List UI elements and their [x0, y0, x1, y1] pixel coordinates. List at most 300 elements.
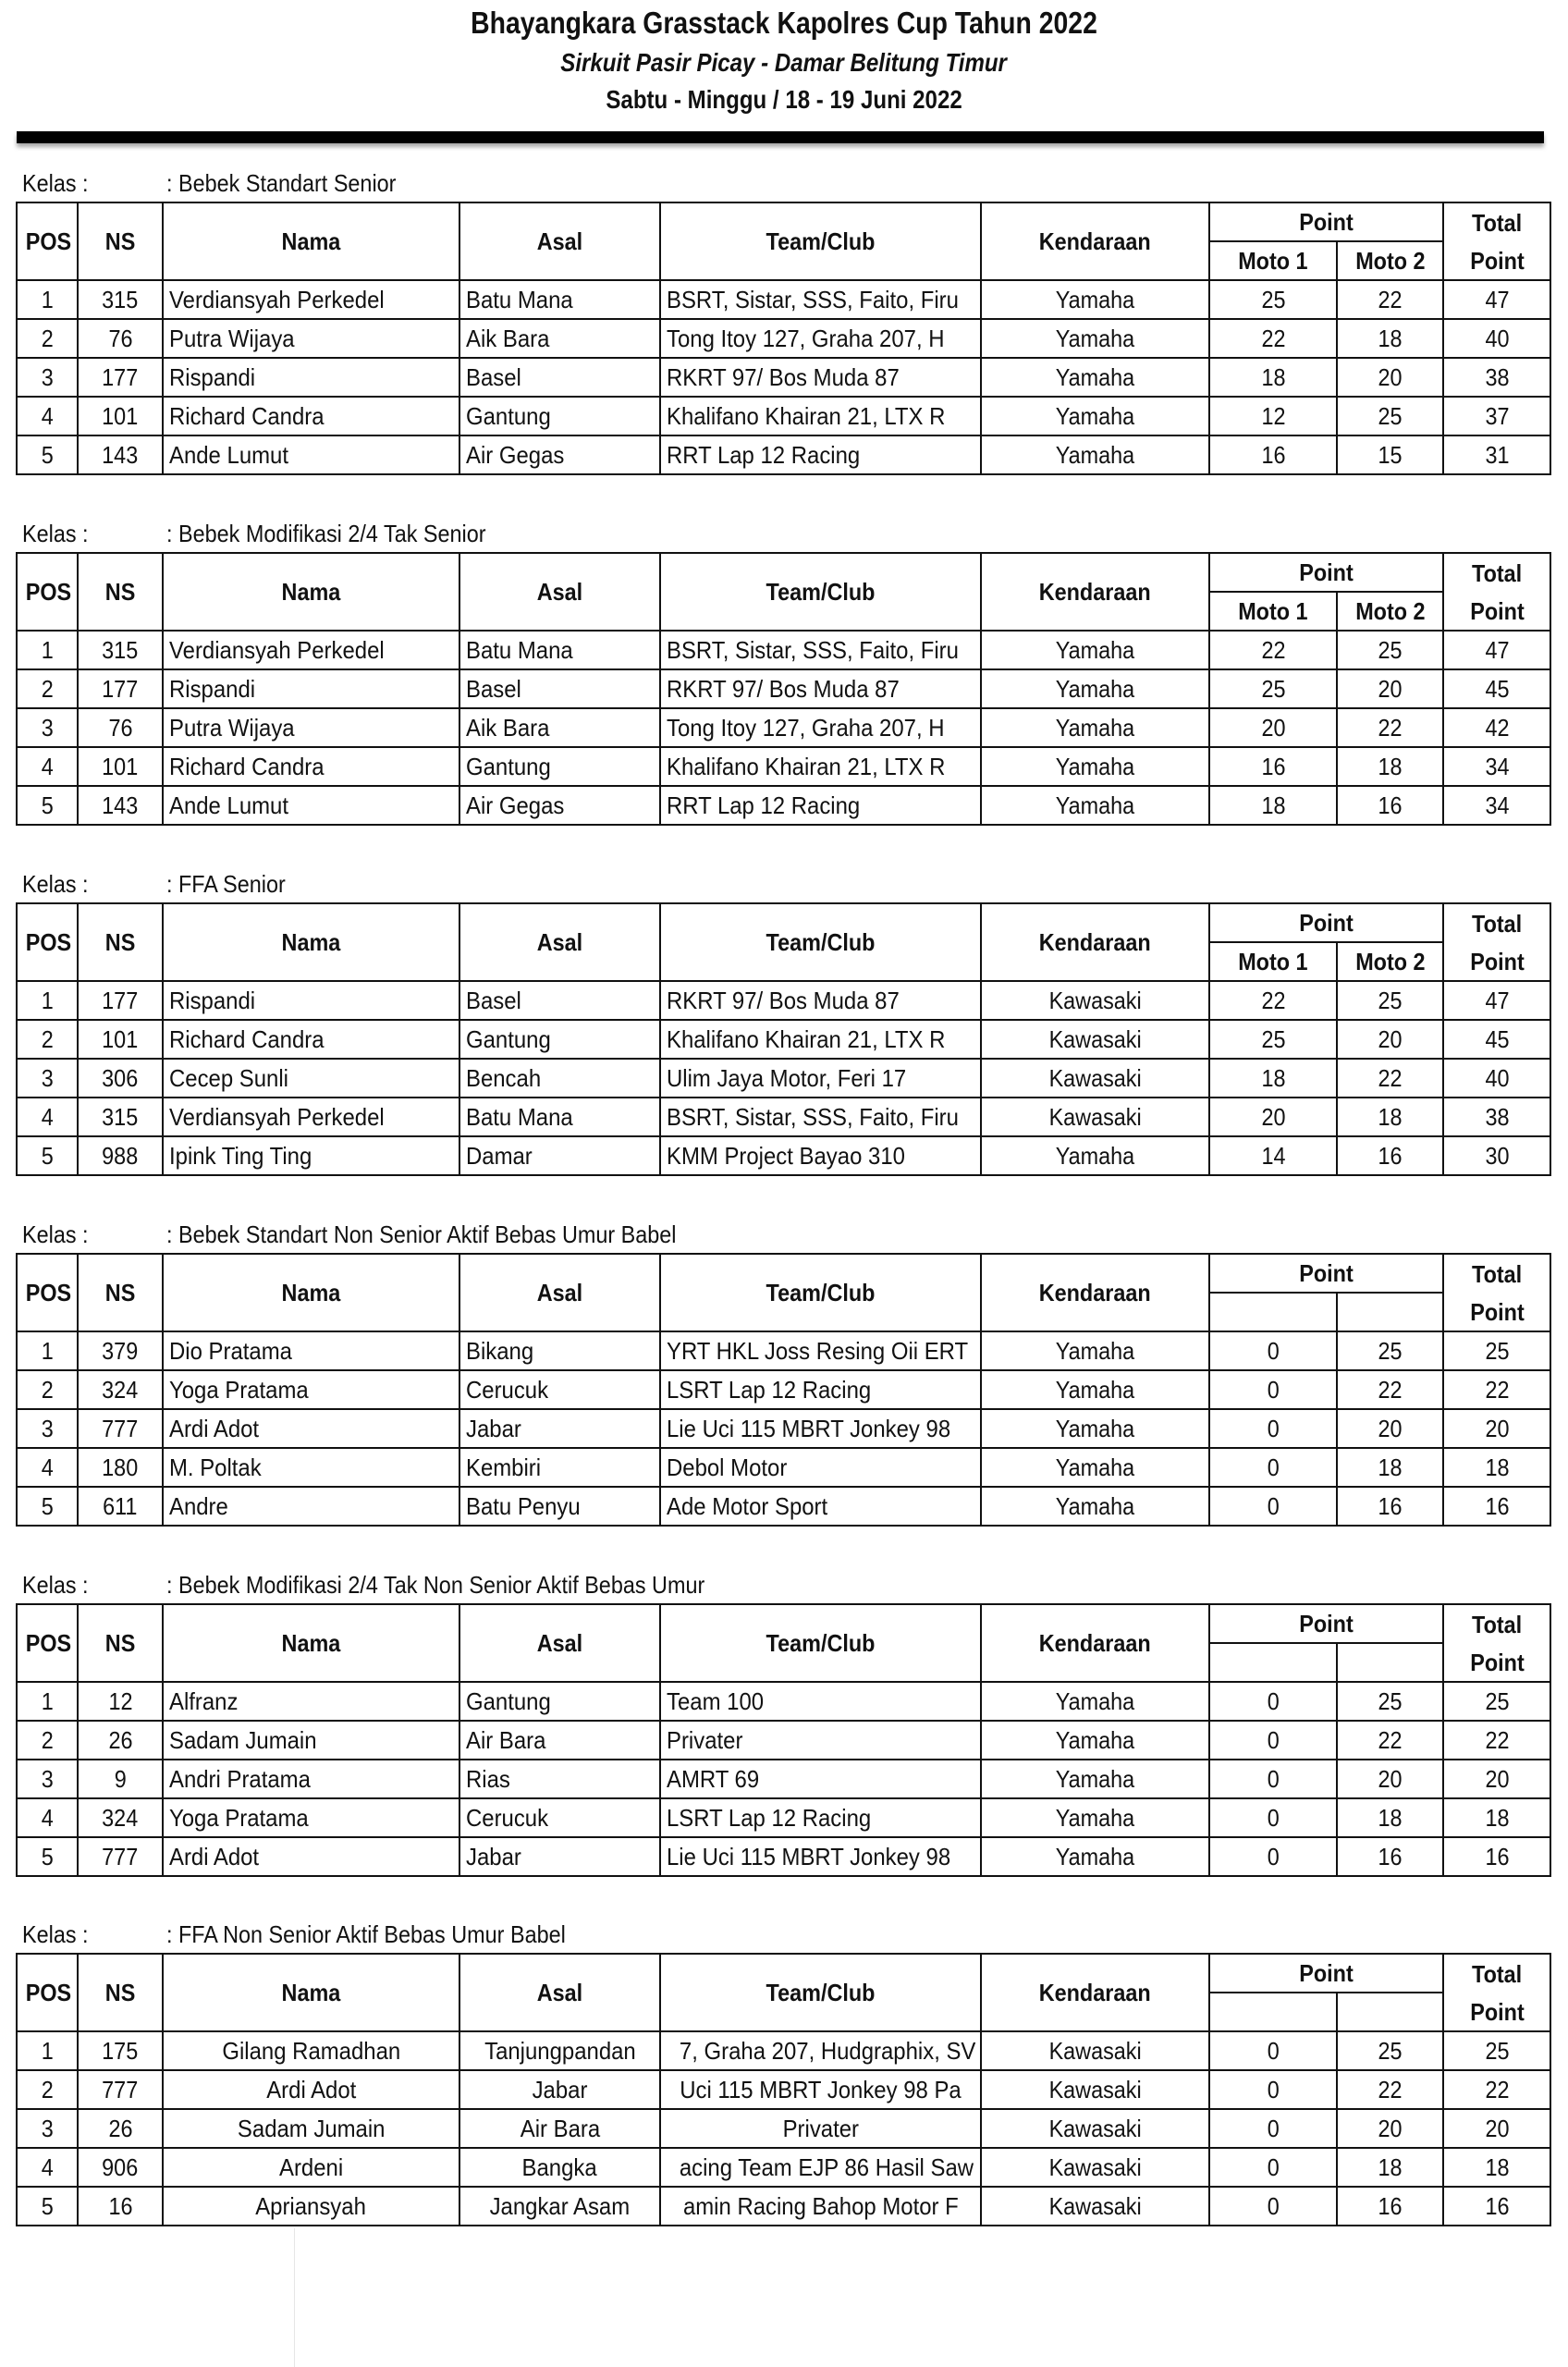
venue-subtitle: Sirkuit Pasir Picay - Damar Belitung Timur — [560, 48, 1008, 77]
col-total-header-bottom: Point — [1443, 241, 1550, 280]
cell-ns: 180 — [78, 1448, 163, 1487]
cell-pos: 5 — [17, 786, 78, 825]
kelas-label: Kelas : — [22, 169, 89, 197]
cell-moto1: 22 — [1209, 981, 1337, 1020]
cell-moto1: 22 — [1209, 631, 1337, 669]
cell-pos: 4 — [17, 747, 78, 786]
cell-asal: Bencah — [459, 1059, 660, 1098]
col-ns-header: NS — [78, 1254, 163, 1331]
cell-asal: Air Bara — [459, 1721, 660, 1760]
table-row — [17, 1682, 1550, 1721]
cell-team: RKRT 97/ Bos Muda 87 — [660, 981, 981, 1020]
cell-nama: Ardi Adot — [163, 1837, 459, 1876]
cell-total: 42 — [1443, 708, 1550, 747]
event-date: Sabtu - Minggu / 18 - 19 Juni 2022 — [606, 85, 962, 114]
col-moto2-header: Moto 2 — [1337, 942, 1443, 981]
cell-kendaraan: Yamaha — [981, 435, 1209, 474]
cell-nama: Rispandi — [163, 669, 459, 708]
col-ns-header: NS — [78, 903, 163, 981]
cell-ns: 76 — [78, 319, 163, 358]
cell-team: LSRT Lap 12 Racing — [660, 1370, 981, 1409]
cell-asal: Gantung — [459, 397, 660, 435]
cell-total: 18 — [1443, 2148, 1550, 2187]
cell-moto2: 25 — [1337, 2031, 1443, 2070]
col-total-header-top: Total — [1443, 1604, 1550, 1643]
cell-pos: 2 — [17, 1721, 78, 1760]
cell-pos: 4 — [17, 2148, 78, 2187]
cell-team: Team 100 — [660, 1682, 981, 1721]
cell-team: amin Racing Bahop Motor F — [660, 2187, 981, 2226]
cell-pos: 1 — [17, 1331, 78, 1370]
results-table — [16, 552, 1551, 826]
col-ns-header: NS — [78, 1954, 163, 2031]
cell-pos: 1 — [17, 280, 78, 319]
col-team-header: Team/Club — [660, 553, 981, 631]
cell-ns: 9 — [78, 1760, 163, 1798]
table-row — [17, 280, 1550, 319]
col-asal-header: Asal — [459, 202, 660, 280]
cell-asal: Damar — [459, 1136, 660, 1175]
cell-ns: 16 — [78, 2187, 163, 2226]
cell-ns: 988 — [78, 1136, 163, 1175]
cell-total: 22 — [1443, 2070, 1550, 2109]
table-row — [17, 786, 1550, 825]
cell-total: 22 — [1443, 1721, 1550, 1760]
cell-pos: 2 — [17, 1020, 78, 1059]
cell-team: RRT Lap 12 Racing — [660, 786, 981, 825]
col-kendaraan-header: Kendaraan — [981, 1954, 1209, 2031]
table-row — [17, 2187, 1550, 2226]
cell-moto2: 20 — [1337, 1760, 1443, 1798]
cell-total: 25 — [1443, 1682, 1550, 1721]
cell-moto2: 18 — [1337, 1798, 1443, 1837]
col-total-header-bottom: Point — [1443, 592, 1550, 631]
cell-moto2: 16 — [1337, 786, 1443, 825]
cell-kendaraan: Kawasaki — [981, 2187, 1209, 2226]
cell-total: 47 — [1443, 280, 1550, 319]
col-pos-header: POS — [17, 1954, 78, 2031]
cell-pos: 2 — [17, 2070, 78, 2109]
table-row — [17, 319, 1550, 358]
cell-nama: Rispandi — [163, 981, 459, 1020]
cell-moto2: 22 — [1337, 708, 1443, 747]
table-row — [17, 1721, 1550, 1760]
cell-nama: Putra Wijaya — [163, 708, 459, 747]
cell-team: BSRT, Sistar, SSS, Faito, Firu — [660, 1098, 981, 1136]
cell-moto1: 0 — [1209, 2148, 1337, 2187]
table-row — [17, 1760, 1550, 1798]
cell-moto1: 16 — [1209, 435, 1337, 474]
cell-moto1: 14 — [1209, 1136, 1337, 1175]
cell-total: 25 — [1443, 2031, 1550, 2070]
cell-kendaraan: Yamaha — [981, 786, 1209, 825]
col-point-header: Point — [1209, 202, 1443, 241]
col-moto1-header: Moto 1 — [1209, 592, 1337, 631]
cell-asal: Jabar — [459, 1837, 660, 1876]
cell-pos: 3 — [17, 1059, 78, 1098]
cell-moto1: 12 — [1209, 397, 1337, 435]
cell-moto2: 22 — [1337, 1721, 1443, 1760]
cell-kendaraan: Kawasaki — [981, 2148, 1209, 2187]
cell-asal: Jabar — [459, 1409, 660, 1448]
cell-ns: 143 — [78, 435, 163, 474]
table-row — [17, 1487, 1550, 1526]
col-asal-header: Asal — [459, 1954, 660, 2031]
cell-team: BSRT, Sistar, SSS, Faito, Firu — [660, 280, 981, 319]
col-ns-header: NS — [78, 202, 163, 280]
col-total-header-bottom: Point — [1443, 1993, 1550, 2031]
cell-pos: 3 — [17, 2109, 78, 2148]
table-row — [17, 1837, 1550, 1876]
cell-team: Debol Motor — [660, 1448, 981, 1487]
col-kendaraan-header: Kendaraan — [981, 1604, 1209, 1682]
cell-kendaraan: Yamaha — [981, 280, 1209, 319]
cell-ns: 177 — [78, 669, 163, 708]
cell-moto1: 16 — [1209, 747, 1337, 786]
cell-total: 38 — [1443, 1098, 1550, 1136]
cell-nama: Apriansyah — [163, 2187, 459, 2226]
table-row — [17, 1136, 1550, 1175]
cell-nama: Ande Lumut — [163, 786, 459, 825]
kelas-name: : FFA Senior — [166, 870, 286, 898]
results-section — [0, 517, 1568, 831]
col-asal-header: Asal — [459, 903, 660, 981]
col-total-header-top: Total — [1443, 202, 1550, 241]
col-asal-header: Asal — [459, 1604, 660, 1682]
cell-moto1: 25 — [1209, 669, 1337, 708]
cell-kendaraan: Yamaha — [981, 1798, 1209, 1837]
col-team-header: Team/Club — [660, 1604, 981, 1682]
results-table — [16, 1253, 1551, 1527]
col-point-header: Point — [1209, 1954, 1443, 1993]
cell-pos: 4 — [17, 1448, 78, 1487]
cell-total: 16 — [1443, 2187, 1550, 2226]
cell-pos: 4 — [17, 397, 78, 435]
cell-moto2: 16 — [1337, 1136, 1443, 1175]
cell-team: Khalifano Khairan 21, LTX R — [660, 397, 981, 435]
cell-pos: 3 — [17, 358, 78, 397]
col-moto2-header — [1337, 1643, 1443, 1682]
cell-kendaraan: Yamaha — [981, 669, 1209, 708]
cell-asal: Aik Bara — [459, 708, 660, 747]
cell-kendaraan: Kawasaki — [981, 2031, 1209, 2070]
cell-moto1: 0 — [1209, 1682, 1337, 1721]
cell-pos: 1 — [17, 981, 78, 1020]
table-row — [17, 981, 1550, 1020]
cell-nama: Rispandi — [163, 358, 459, 397]
cell-asal: Bikang — [459, 1331, 660, 1370]
cell-kendaraan: Kawasaki — [981, 981, 1209, 1020]
col-moto1-header — [1209, 1993, 1337, 2031]
cell-ns: 101 — [78, 1020, 163, 1059]
cell-moto1: 0 — [1209, 1798, 1337, 1837]
cell-moto2: 22 — [1337, 2070, 1443, 2109]
table-row — [17, 1098, 1550, 1136]
cell-team: RRT Lap 12 Racing — [660, 435, 981, 474]
cell-moto1: 18 — [1209, 358, 1337, 397]
cell-total: 16 — [1443, 1487, 1550, 1526]
cell-moto1: 0 — [1209, 1487, 1337, 1526]
cell-ns: 26 — [78, 1721, 163, 1760]
cell-moto1: 0 — [1209, 1331, 1337, 1370]
cell-nama: Putra Wijaya — [163, 319, 459, 358]
cell-ns: 611 — [78, 1487, 163, 1526]
cell-team: Ulim Jaya Motor, Feri 17 — [660, 1059, 981, 1098]
cell-ns: 26 — [78, 2109, 163, 2148]
cell-total: 47 — [1443, 981, 1550, 1020]
kelas-name: : Bebek Standart Senior — [166, 169, 397, 197]
cell-moto2: 25 — [1337, 981, 1443, 1020]
col-team-header: Team/Club — [660, 1954, 981, 2031]
cell-moto2: 18 — [1337, 1448, 1443, 1487]
cell-ns: 177 — [78, 358, 163, 397]
cell-asal: Basel — [459, 981, 660, 1020]
cell-total: 25 — [1443, 1331, 1550, 1370]
cell-pos: 2 — [17, 669, 78, 708]
cell-kendaraan: Yamaha — [981, 1682, 1209, 1721]
table-row — [17, 1020, 1550, 1059]
col-total-header-top: Total — [1443, 903, 1550, 942]
col-total-header-bottom: Point — [1443, 1293, 1550, 1331]
cell-asal: Batu Mana — [459, 1098, 660, 1136]
cell-total: 45 — [1443, 1020, 1550, 1059]
cell-moto2: 25 — [1337, 1331, 1443, 1370]
cell-pos: 4 — [17, 1098, 78, 1136]
cell-moto1: 18 — [1209, 1059, 1337, 1098]
cell-kendaraan: Kawasaki — [981, 1098, 1209, 1136]
table-row — [17, 2070, 1550, 2109]
document-title: Bhayangkara Grasstack Kapolres Cup Tahun 2022 — [471, 6, 1097, 40]
cell-moto2: 22 — [1337, 280, 1443, 319]
cell-kendaraan: Yamaha — [981, 708, 1209, 747]
cell-asal: Batu Mana — [459, 280, 660, 319]
col-point-header: Point — [1209, 903, 1443, 942]
cell-ns: 777 — [78, 2070, 163, 2109]
kelas-label: Kelas : — [22, 870, 89, 898]
cell-ns: 101 — [78, 747, 163, 786]
cell-team: Lie Uci 115 MBRT Jonkey 98 — [660, 1837, 981, 1876]
cell-pos: 1 — [17, 631, 78, 669]
col-moto2-header — [1337, 1993, 1443, 2031]
results-section — [0, 1568, 1568, 1883]
cell-moto1: 0 — [1209, 1370, 1337, 1409]
cell-kendaraan: Kawasaki — [981, 1020, 1209, 1059]
cell-moto1: 18 — [1209, 786, 1337, 825]
results-table — [16, 902, 1551, 1176]
cell-nama: Verdiansyah Perkedel — [163, 280, 459, 319]
cell-ns: 315 — [78, 1098, 163, 1136]
cell-total: 16 — [1443, 1837, 1550, 1876]
cell-kendaraan: Yamaha — [981, 1448, 1209, 1487]
cell-asal: Rias — [459, 1760, 660, 1798]
col-ns-header: NS — [78, 1604, 163, 1682]
table-row — [17, 2031, 1550, 2070]
cell-ns: 324 — [78, 1798, 163, 1837]
cell-asal: Basel — [459, 358, 660, 397]
cell-pos: 5 — [17, 1487, 78, 1526]
cell-pos: 3 — [17, 1409, 78, 1448]
cell-total: 20 — [1443, 1409, 1550, 1448]
cell-pos: 5 — [17, 2187, 78, 2226]
cell-team: 7, Graha 207, Hudgraphix, SV — [660, 2031, 981, 2070]
cell-moto2: 20 — [1337, 669, 1443, 708]
cell-moto1: 0 — [1209, 1448, 1337, 1487]
cell-team: acing Team EJP 86 Hasil Saw — [660, 2148, 981, 2187]
col-nama-header: Nama — [163, 1604, 459, 1682]
cell-total: 18 — [1443, 1798, 1550, 1837]
cell-pos: 1 — [17, 1682, 78, 1721]
cell-asal: Air Gegas — [459, 786, 660, 825]
cell-ns: 76 — [78, 708, 163, 747]
cell-total: 45 — [1443, 669, 1550, 708]
cell-kendaraan: Yamaha — [981, 358, 1209, 397]
cell-total: 22 — [1443, 1370, 1550, 1409]
cell-asal: Kembiri — [459, 1448, 660, 1487]
cell-moto1: 20 — [1209, 708, 1337, 747]
cell-moto2: 20 — [1337, 1020, 1443, 1059]
col-pos-header: POS — [17, 1254, 78, 1331]
cell-pos: 2 — [17, 1370, 78, 1409]
col-team-header: Team/Club — [660, 202, 981, 280]
cell-asal: Gantung — [459, 1020, 660, 1059]
cell-moto2: 25 — [1337, 1682, 1443, 1721]
col-nama-header: Nama — [163, 553, 459, 631]
cell-asal: Air Bara — [459, 2109, 660, 2148]
cell-ns: 101 — [78, 397, 163, 435]
kelas-name: : Bebek Standart Non Senior Aktif Bebas Umur Babel — [166, 1220, 677, 1248]
cell-moto2: 20 — [1337, 1409, 1443, 1448]
cell-moto1: 0 — [1209, 2070, 1337, 2109]
cell-team: RKRT 97/ Bos Muda 87 — [660, 669, 981, 708]
cell-kendaraan: Yamaha — [981, 397, 1209, 435]
cell-nama: Sadam Jumain — [163, 1721, 459, 1760]
col-pos-header: POS — [17, 1604, 78, 1682]
cell-ns: 143 — [78, 786, 163, 825]
col-moto2-header — [1337, 1293, 1443, 1331]
col-asal-header: Asal — [459, 553, 660, 631]
cell-team: YRT HKL Joss Resing Oii ERT — [660, 1331, 981, 1370]
cell-asal: Cerucuk — [459, 1370, 660, 1409]
col-pos-header: POS — [17, 202, 78, 280]
cell-asal: Gantung — [459, 747, 660, 786]
cell-nama: Ipink Ting Ting — [163, 1136, 459, 1175]
cell-kendaraan: Yamaha — [981, 1760, 1209, 1798]
results-table — [16, 1953, 1551, 2226]
cell-team: Lie Uci 115 MBRT Jonkey 98 — [660, 1409, 981, 1448]
cell-pos: 1 — [17, 2031, 78, 2070]
table-row — [17, 1331, 1550, 1370]
col-total-header-top: Total — [1443, 1954, 1550, 1993]
cell-nama: Ardeni — [163, 2148, 459, 2187]
cell-total: 34 — [1443, 747, 1550, 786]
cell-asal: Batu Penyu — [459, 1487, 660, 1526]
cell-team: Khalifano Khairan 21, LTX R — [660, 1020, 981, 1059]
cell-total: 20 — [1443, 1760, 1550, 1798]
cell-asal: Tanjungpandan — [459, 2031, 660, 2070]
table-row — [17, 1448, 1550, 1487]
col-moto1-header — [1209, 1293, 1337, 1331]
cell-nama: Richard Candra — [163, 1020, 459, 1059]
cell-moto2: 18 — [1337, 319, 1443, 358]
table-row — [17, 358, 1550, 397]
cell-moto2: 18 — [1337, 2148, 1443, 2187]
cell-nama: Dio Pratama — [163, 1331, 459, 1370]
cell-moto2: 22 — [1337, 1370, 1443, 1409]
table-row — [17, 1409, 1550, 1448]
cell-pos: 5 — [17, 1136, 78, 1175]
cell-ns: 379 — [78, 1331, 163, 1370]
table-row — [17, 435, 1550, 474]
kelas-name: : Bebek Modifikasi 2/4 Tak Senior — [166, 520, 486, 547]
cell-asal: Cerucuk — [459, 1798, 660, 1837]
cell-moto2: 25 — [1337, 397, 1443, 435]
cell-team: Uci 115 MBRT Jonkey 98 Pa — [660, 2070, 981, 2109]
col-moto1-header: Moto 1 — [1209, 241, 1337, 280]
col-team-header: Team/Club — [660, 1254, 981, 1331]
col-point-header: Point — [1209, 1254, 1443, 1293]
col-total-header-top: Total — [1443, 1254, 1550, 1293]
cell-moto2: 20 — [1337, 2109, 1443, 2148]
col-kendaraan-header: Kendaraan — [981, 903, 1209, 981]
cell-total: 47 — [1443, 631, 1550, 669]
cell-kendaraan: Kawasaki — [981, 2109, 1209, 2148]
cell-asal: Air Gegas — [459, 435, 660, 474]
col-team-header: Team/Club — [660, 903, 981, 981]
cell-nama: Cecep Sunli — [163, 1059, 459, 1098]
cell-moto2: 16 — [1337, 2187, 1443, 2226]
cell-moto2: 18 — [1337, 747, 1443, 786]
cell-moto1: 0 — [1209, 2109, 1337, 2148]
cell-nama: Ardi Adot — [163, 1409, 459, 1448]
cell-moto2: 25 — [1337, 631, 1443, 669]
kelas-name: : Bebek Modifikasi 2/4 Tak Non Senior Aktif Bebas Umur — [166, 1571, 705, 1599]
cell-moto2: 16 — [1337, 1487, 1443, 1526]
cell-moto1: 25 — [1209, 1020, 1337, 1059]
table-row — [17, 631, 1550, 669]
cell-ns: 777 — [78, 1837, 163, 1876]
table-row — [17, 708, 1550, 747]
table-row — [17, 747, 1550, 786]
kelas-name: : FFA Non Senior Aktif Bebas Umur Babel — [166, 1920, 566, 1948]
cell-total: 38 — [1443, 358, 1550, 397]
cell-nama: Richard Candra — [163, 397, 459, 435]
results-section — [0, 1218, 1568, 1532]
cell-nama: Yoga Pratama — [163, 1370, 459, 1409]
results-section — [0, 166, 1568, 481]
kelas-label: Kelas : — [22, 1571, 89, 1599]
cell-kendaraan: Yamaha — [981, 747, 1209, 786]
col-kendaraan-header: Kendaraan — [981, 553, 1209, 631]
cell-moto1: 0 — [1209, 1721, 1337, 1760]
cell-kendaraan: Yamaha — [981, 1487, 1209, 1526]
cell-ns: 315 — [78, 631, 163, 669]
col-pos-header: POS — [17, 553, 78, 631]
cell-pos: 5 — [17, 435, 78, 474]
cell-nama: M. Poltak — [163, 1448, 459, 1487]
header-divider — [17, 131, 1544, 143]
table-row — [17, 1370, 1550, 1409]
cell-kendaraan: Kawasaki — [981, 1059, 1209, 1098]
cell-team: Tong Itoy 127, Graha 207, H — [660, 708, 981, 747]
cell-moto1: 20 — [1209, 1098, 1337, 1136]
results-section — [0, 867, 1568, 1182]
cell-team: Tong Itoy 127, Graha 207, H — [660, 319, 981, 358]
cell-pos: 3 — [17, 708, 78, 747]
cell-asal: Jangkar Asam — [459, 2187, 660, 2226]
col-moto1-header — [1209, 1643, 1337, 1682]
col-pos-header: POS — [17, 903, 78, 981]
cell-nama: Verdiansyah Perkedel — [163, 631, 459, 669]
